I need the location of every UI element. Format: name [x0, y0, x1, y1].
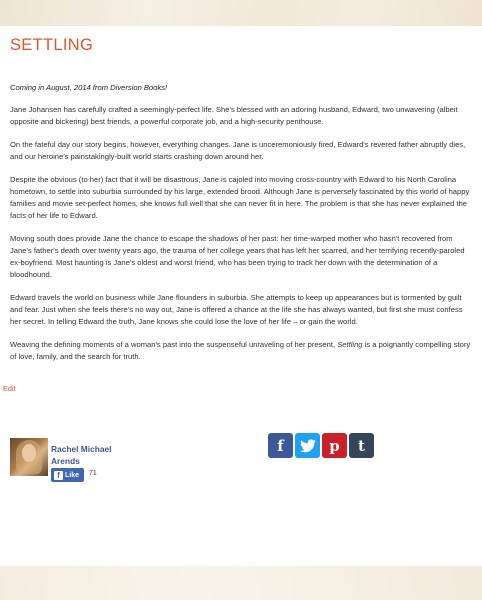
- pinterest-share-button[interactable]: [322, 433, 347, 458]
- share-buttons: [268, 433, 374, 458]
- author-card: [10, 438, 130, 478]
- avatar-face-shape: [22, 444, 36, 462]
- release-subtitle: Coming in August, 2014 from Diversion Books!: [10, 83, 168, 92]
- description-paragraph: Moving south does provide Jane the chance to escape the shadows of her past: her time-warped mother who hasn't recovered from Jane's father's death over twenty years ago, the trauma of her college years that has left her scarred, and her terrifying recently-paroled ex-boyfriend. Most haunting is Jane's oldest and worst friend, who has been trying to track her down with the determination of a bloodhound.: [10, 234, 465, 279]
- avatar[interactable]: [10, 438, 48, 476]
- page-title: SETTLING: [10, 36, 94, 54]
- tumblr-icon: t: [358, 436, 365, 455]
- twitter-share-button[interactable]: [295, 433, 320, 458]
- tumblr-share-button[interactable]: [349, 433, 374, 458]
- twitter-bird-icon: [300, 439, 316, 453]
- closing-text-start: Weaving the defining moments of a woman's past into the suspenseful unraveling of her present,: [10, 340, 338, 349]
- facebook-like-button[interactable]: [51, 468, 84, 482]
- facebook-share-button[interactable]: [268, 433, 293, 458]
- author-name-link[interactable]: Rachel Michael Arends: [51, 444, 112, 466]
- description-paragraph: Despite the obvious (to her) fact that it will be disastrous, Jane is cajoled into moving cross-country with Edward to his North Carolina hometown, to settle into suburbia surrounded by his large, extended brood. Although Jane is perversely fascinated by this world of happy families and movie set-perfect homes, she knows full well that she can never fit in here. The problem is that she has never explained the facts of her life to Edward.: [10, 175, 470, 220]
- book-description: [10, 36, 472, 363]
- description-paragraph: Edward travels the world on business while Jane flounders in suburbia. She attempts to keep up appearances but is tormented by guilt and fear. Just when she feels there's no way out, Jane is offered a chance at the life she has always wanted, but first she must confess her secret. In telling Edward the truth, Jane knows she could lose the love of her life – or gain the world.: [10, 293, 463, 326]
- description-paragraph: On the fateful day our story begins, however, everything changes. Jane is unceremoniously fired, Edward's revered father abruptly dies, and our heroine's painstakingly-built world starts crashing down around her.: [10, 140, 466, 161]
- facebook-icon: f: [277, 436, 284, 455]
- facebook-icon: f: [54, 471, 63, 480]
- book-title-emphasis: Settling: [337, 340, 363, 349]
- closing-text-end: is a poignantly compelling story of love, family, and the search for truth.: [10, 340, 471, 361]
- description-paragraph: Jane Johansen has carefully crafted a seemingly-perfect life. She's blessed with an adoring husband, Edward, two unwavering (albeit opposite and bickering) best friends, a powerful corporate job, and a high-security penthouse.: [10, 105, 458, 126]
- pinterest-icon: p: [329, 436, 340, 455]
- like-count: 71: [89, 470, 97, 477]
- closing-paragraph: [10, 339, 472, 363]
- like-label: Like: [65, 471, 80, 479]
- edit-link[interactable]: Edit: [3, 384, 16, 393]
